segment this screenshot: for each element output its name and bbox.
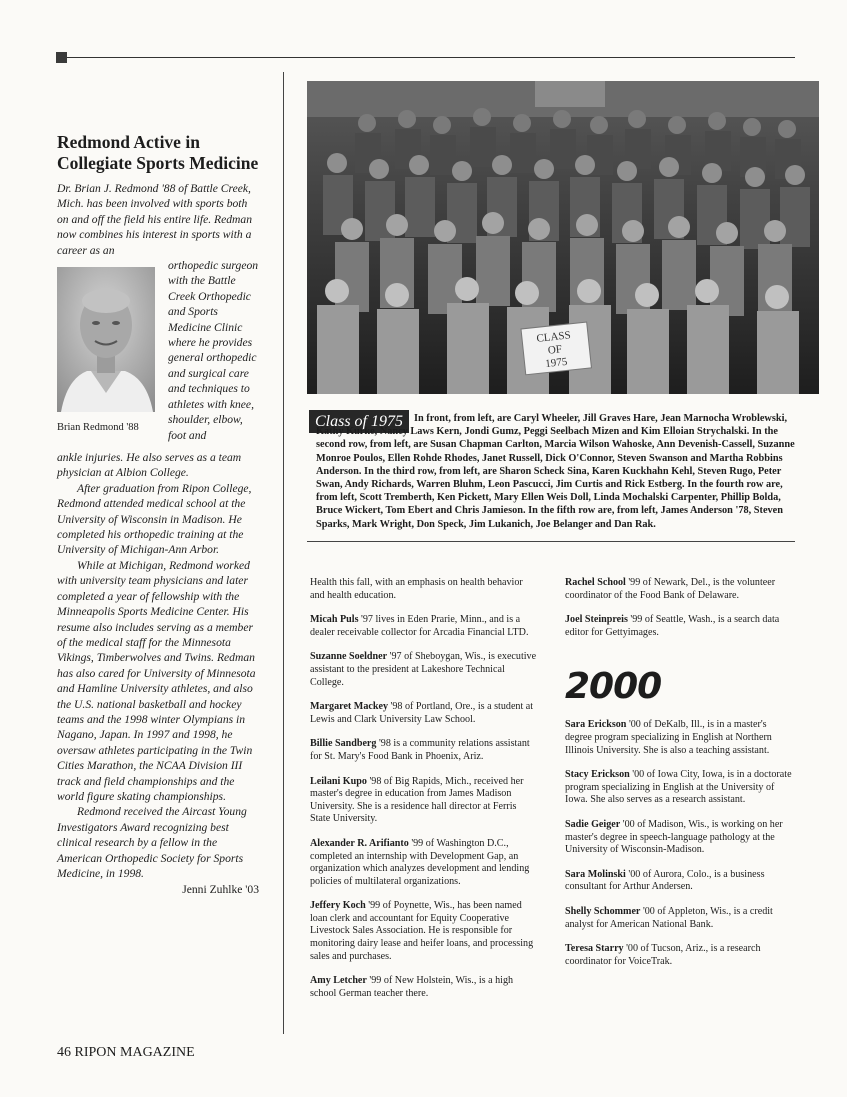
- article-paragraph: While at Michigan, Redmond worked with university team physicians and later completed a year of fellowship with the Minneapolis Sports Medicine Center. His resume also includes serving as a member of the medical staff for the Minnesota Vikings, Timberwolves and Twins. Redman has also cared for University of Minnesota and Hamline University athletes, and also the U.S. national basketball and hockey teams and the 1998 winter Olympians in Nagano, Japan. In 1997 and 1998, he oversaw athletes participating in the Twin Cities Marathon, the NCAA Division III track and field championships and the world figure skating championships.: [57, 558, 256, 803]
- class-group-photo: [307, 81, 819, 394]
- article-body: [57, 450, 259, 881]
- year-heading-2000: 2000: [565, 666, 662, 708]
- article-lead: Dr. Brian J. Redmond '88 of Battle Creek, Mich. has been involved with sports both on and off the field his entire life. Redman now combines his interest in sports with a career as an: [57, 182, 253, 257]
- article-wrap-text: orthopedic surgeon with the Battle Creek Orthopedic and Sports Medicine Clinic where he provides general orthopedic and surgical care and techniques to athletes with knee, shoulder, elbow, foot and: [168, 259, 259, 442]
- class-note-text: '00 of Aurora, Colo., is a business consultant for Arthur Andersen.: [565, 868, 765, 893]
- class-note-name: Joel Steinpreis: [565, 614, 628, 626]
- class-note-name: Micah Puls: [310, 614, 359, 626]
- class-note-text: '98 of Big Rapids, Mich., received her master's degree in education from James Madison University. She is a residence hall director at Ferris State University.: [310, 775, 524, 825]
- column-divider: [283, 72, 284, 1034]
- class-note-entry: [310, 651, 538, 689]
- class-sign-line: 1975: [544, 355, 568, 371]
- class-note-text: '00 of Tucson, Ariz., is a research coordinator for VoiceTrak.: [565, 943, 761, 967]
- class-note-entry: [310, 776, 538, 826]
- class-notes-column-right: [565, 577, 795, 980]
- class-note-text: '98 is a community relations assistant for St. Mary's Food Bank in Phoenix, Ariz.: [310, 738, 530, 762]
- class-note-text: '98 of Portland, Ore., is a student at Lewis and Clark University Law School.: [310, 701, 534, 725]
- class-note-name: Billie Sandberg: [310, 738, 377, 750]
- class-note-entry: [565, 819, 795, 857]
- article-photo-block: [57, 258, 259, 450]
- portrait-photo: [57, 267, 155, 412]
- class-note-entry: [565, 943, 795, 968]
- class-note-name: Margaret Mackey: [310, 701, 389, 713]
- class-note-text: '00 of Appleton, Wis., is a credit analyst for American National Bank.: [565, 905, 773, 930]
- class-note-entry: [565, 614, 795, 639]
- caption-rule: [307, 541, 795, 542]
- class-note-name: Teresa Starry: [565, 943, 624, 955]
- class-note-entry: [565, 719, 795, 757]
- class-sign-line: OF: [547, 343, 563, 357]
- class-note-entry: [310, 838, 538, 888]
- class-photo-caption: In front, from left, are Caryl Wheeler, Jill Graves Hare, Jean Marnocha Wroblewski, Kathy Kurke, Nancy Laws Kern, Jondi Gumz, Peggi Seelbach Mizen and Kim Elloian Strychalski. In the second row, from left, are Susan Chapman Carlton, Marcia Wilson Wahoske, Ann Devenish-Cassell, Suzanne Monroe Poulos, Ellen Rohde Rhodes, Janet Russell, Dick O'Connor, Steven Swanson and Martha Robbins Anderson. In the third row, from left, are Sharon Scheck Sina, Karen Kuckhahn Kehl, Steven Rugo, Peter Swan, Andy Richards, Warren Bluhm, Leon Pascucci, Jim Curtis and Rick Estberg. In the fourth row are, from left, Scott Tremberth, Ken Pickett, Mary Ellen Weis Doll, Linda Mochalski Carpenter, Phillip Bolda, Bruce Wickert, Tom Ebert and Chris Jamieson. In the fifth row are, from left, James Anderson '78, Steven Sparks, Mark Wright, Don Speck, Jim Lukanich, Joe Belanger and Dan Rak.: [316, 413, 795, 530]
- class-note-name: Alexander R. Arifianto: [310, 837, 409, 849]
- notes-2000-entries: [565, 719, 795, 968]
- class-note-entry: [565, 769, 795, 807]
- class-note-text: '00 of Iowa City, Iowa, is in a doctorate program specializing in English at the University of Iowa. She also serves as a research assistant.: [565, 769, 792, 806]
- portrait-caption: Brian Redmond '88: [57, 422, 139, 434]
- class-sign-line: CLASS: [535, 329, 572, 345]
- article-paragraph: ankle injuries. He also serves as a team physician at Albion College.: [57, 451, 242, 480]
- class-note-entry: [565, 869, 795, 894]
- header-square-mark: [56, 52, 67, 63]
- notes-1999-entries: [565, 577, 795, 639]
- article-paragraph: Redmond received the Aircast Young Investigators Award recognizing best clinical research by a fellow in the American Orthopedic Society for Sports Medicine, in 1998.: [57, 805, 247, 880]
- class-note-text: '00 of Madison, Wis., is working on her master's degree in speech-language pathology at the University of Wisconsin-Madison.: [565, 818, 783, 856]
- class-note-name: Sara Molinski: [565, 868, 626, 880]
- class-note-text: '99 of Seattle, Wash., is a search data editor for Gettyimages.: [565, 614, 780, 638]
- class-note-name: Rachel School: [565, 577, 626, 588]
- class-note-text: '99 of Newark, Del., is the volunteer coordinator of the Food Bank of Delaware.: [565, 577, 776, 601]
- class-note-text: '99 of New Holstein, Wis., is a high school German teacher there.: [310, 975, 514, 999]
- class-note-name: Sara Erickson: [565, 719, 627, 731]
- class-note-name: Amy Letcher: [310, 975, 367, 987]
- class-note-name: Stacy Erickson: [565, 769, 630, 781]
- class-note-entry: [310, 975, 538, 1000]
- class-tag-label: Class of 1975: [309, 410, 409, 433]
- article-paragraph: After graduation from Ripon College, Redmond attended medical school at the University of Wisconsin in Madison. He completed his orthopedic training at the University of Michigan-Ann Arbor.: [57, 481, 252, 557]
- class-note-entry: [565, 906, 795, 931]
- class-note-name: Sadie Geiger: [565, 818, 621, 830]
- class-note-entry: [310, 738, 538, 763]
- class-note-text: '00 of DeKalb, Ill., is in a master's degree program specializing in English at Northern Illinois University. She is also a teaching assistant.: [565, 719, 772, 756]
- class-note-entry: [565, 577, 795, 602]
- class-note-name: Shelly Schommer: [565, 905, 641, 917]
- class-notes-column-middle: [310, 577, 538, 1012]
- class-note-text: '97 of Sheboygan, Wis., is executive assistant to the president at Lakeshore Technical College.: [310, 651, 537, 688]
- class-note-text: '97 lives in Eden Prarie, Minn., and is a dealer receivable collector for Arcadia Financial LTD.: [310, 614, 529, 638]
- class-note-entry: [310, 577, 538, 602]
- class-note-text: '99 of Poynette, Wis., has been named loan clerk and accountant for Equity Cooperative Livestock Sales Association. He is responsible for monitoring dairy lease and heifer loans, and processing sales and purchases.: [310, 900, 534, 962]
- page-footer: [57, 1045, 195, 1061]
- class-note-entry: [310, 701, 538, 726]
- publication-name: RIPON MAGAZINE: [74, 1045, 195, 1060]
- feature-article: [57, 132, 259, 897]
- article-headline: Redmond Active in Collegiate Sports Medicine: [57, 132, 259, 173]
- class-note-name: Leilani Kupo: [310, 775, 367, 787]
- header-rule: [67, 57, 795, 58]
- class-sign: [521, 328, 589, 373]
- article-byline: Jenni Zuhlke '03: [182, 883, 259, 897]
- class-note-entry: [310, 900, 538, 963]
- class-note-text: '99 of Washington D.C., completed an internship with Development Gap, an organization which analyzes development and lending policies of multilateral organizations.: [310, 837, 530, 887]
- class-note-name: Jeffery Koch: [310, 900, 366, 912]
- class-note-text: Health this fall, with an emphasis on health behavior and health education.: [310, 577, 523, 601]
- class-note-entry: [310, 614, 538, 639]
- page-number: 46: [57, 1045, 71, 1060]
- class-note-name: Suzanne Soeldner: [310, 651, 388, 663]
